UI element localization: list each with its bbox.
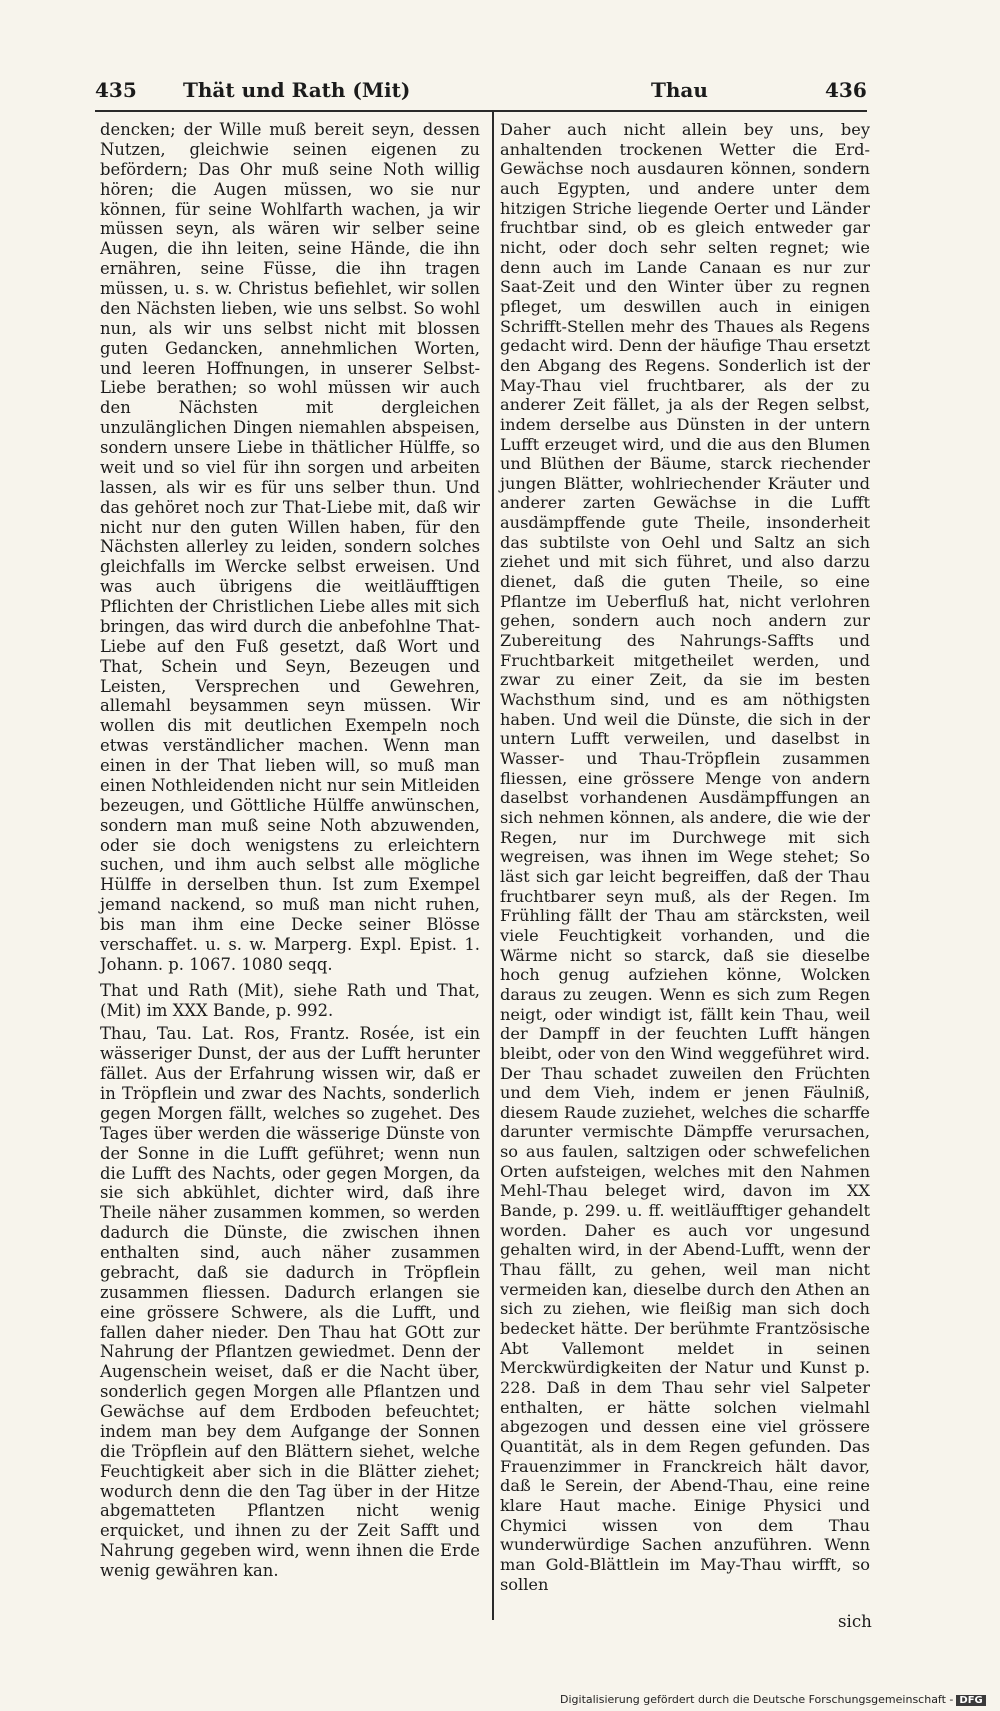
page-number-left: 435 [95,78,137,102]
entry-thau: Thau, Tau. Lat. Ros, Frantz. Rosée, ist ein wässeriger Dunst, der aus der Lufft herunter fället. Aus der Erfahrung wissen wir, daß er in Tröpflein und zwar des Nachts, sonderlich gegen Morgen fällt, welches so zugehet. Des Tages über werden die wässerige Dünste von der Sonne in die Lufft geführet; wenn nun die Lufft des Nachts, oder gegen Morgen, da sie sich abkühlet, dichter wird, daß ihre Theile näher zusammen kommen, so werden dadurch die Dünste, die zwischen ihnen enthalten sind, auch näher zusammen gebracht, daß sie dadurch in Tröpflein zusammen fliessen. Dadurch erlangen sie eine grössere Schwere, als die Lufft, und fallen daher nieder. Den Thau hat GOtt zur Nahrung der Pflantzen gewiedmet. Denn der Augenschein weiset, daß er die Nacht über, sonderlich gegen Morgen alle Pflantzen und Gewächse auf dem Erdboden befeuchtet; indem man bey dem Aufgange der Sonnen die Tröpflein auf den Blättern siehet, welche Feuchtigkeit aber sich in die Blätter ziehet; wodurch denn die den Tag über in der Hitze abgematteten Pflantzen nicht wenig erquicket, und ihnen zu der Zeit Safft und Nahrung gegeben wird, wenn ihnen die Erde wenig gewähren kan. [100,1024,480,1580]
paragraph-continuation: dencken; der Wille muß bereit seyn, dessen Nutzen, gleichwie seinen eigenen zu befördern; Das Ohr muß seine Noth willig hören; die Augen müssen, wo sie nur können, für seine Wohlfarth wachen, ja wir müssen seyn, als wären wir selber seine Augen, die ihn leiten, seine Hände, die ihn ernähren, seine Füsse, die ihn tragen müssen, u. s. w. Christus befiehlet, wir sollen den Nächsten lieben, wie uns selbst. So wohl nun, als wir uns selbst nicht mit blossen guten Gedancken, annehmlichen Worten, und leeren Hoffnungen, in unserer Selbst-Liebe berathen; so wohl müssen wir auch den Nächsten mit dergleichen unzulänglichen Dingen niemahlen abspeisen, sondern unsere Liebe in thätlicher Hülffe, so weit und so viel für ihn sorgen und arbeiten lassen, als wir es für uns selber thun. Und das gehöret noch zur That-Liebe mit, daß wir nicht nur den guten Willen haben, für den Nächsten allerley zu leiden, sondern solches gleichfalls im Wercke selbst erweisen. Und was auch übrigens die weitläufftigen Pflichten der Christlichen Liebe alles mit sich bringen, das wird durch die anbefohlne That-Liebe auf den Fuß gesetzt, daß Wort und That, Schein und Seyn, Bezeugen und Leisten, Versprechen und Gewehren, allemahl beysammen seyn müssen. Wir wollen dis mit deutlichen Exempeln noch etwas verständlicher machen. Wenn man einen in der That lieben will, so muß man einen Nothleidenden nicht nur sein Mitleiden bezeugen, und Göttliche Hülffe anwünschen, sondern man muß seine Noth abzuwenden, oder sie doch wenigstens zu erleichtern suchen, und ihm auch selbst alle mögliche Hülffe in derselben thun. Ist zum Exempel jemand nackend, so muß man nicht ruhen, bis man ihm eine Decke seiner Blösse verschaffet. u. s. w. Marperg. Expl. Epist. 1. Johann. p. 1067. 1080 seqq. [100,120,480,974]
header-rule [95,110,867,112]
running-title-left: Thät und Rath (Mit) [183,78,411,102]
catchword: sich [838,1612,872,1631]
left-column [100,120,480,1581]
column-separator [492,112,494,1620]
running-header [95,78,865,108]
digitization-footer [560,1693,995,1709]
page-number-right: 436 [825,78,867,102]
dfg-logo: DFG [956,1695,985,1706]
right-column [500,120,870,1594]
footer-text: Digitalisierung gefördert durch die Deutsche Forschungsgemeinschaft - [560,1693,954,1706]
running-title-right: Thau [651,78,708,102]
entry-that-und-rath: That und Rath (Mit), siehe Rath und That, (Mit) im XXX Bande, p. 992. [100,980,480,1020]
paragraph-thau-continued: Daher auch nicht allein bey uns, bey anhaltenden trockenen Wetter die Erd-Gewächse noch ausdauren können, sondern auch Egypten, und andere unter dem hitzigen Striche liegende Oerter und Länder fruchtbar sind, ob es gleich entweder gar nicht, oder doch sehr selten regnet; wie denn auch im Lande Canaan es nur zur Saat-Zeit und den Winter über zu regnen pfleget, um deswillen auch in einigen Schrifft-Stellen mehr des Thaues als Regens gedacht wird. Denn der häufige Thau ersetzt den Abgang des Regens. Sonderlich ist der May-Thau viel fruchtbarer, als der zu anderer Zeit fället, ja als der Regen selbst, indem derselbe aus Dünsten in der untern Lufft erzeuget wird, und die aus den Blumen und Blüthen der Bäume, starck riechender jungen Blätter, wohlriechender Kräuter und anderer zarten Gewächse in die Lufft ausdämpffende gute Theile, insonderheit das subtilste von Oehl und Saltz an sich ziehet und mit sich führet, und also darzu dienet, daß die guten Theile, so eine Pflantze im Ueberfluß hat, nicht verlohren gehen, sondern auch noch andern zur Zubereitung des Nahrungs-Saffts und Fruchtbarkeit mitgetheilet werden, und zwar zu einer Zeit, da sie im besten Wachsthum sind, und es am nöthigsten haben. Und weil die Dünste, die sich in der untern Lufft verweilen, und daselbst in Wasser- und Thau-Tröpflein zusammen fliessen, eine grössere Menge von andern daselbst vorhandenen Ausdämpffungen an sich nehmen können, als andere, die wie der Regen, nur im Durchwege mit sich wegreisen, was ihnen im Wege stehet; So läst sich gar leicht begreiffen, daß der Thau fruchtbarer seyn muß, als der Regen. Im Frühling fällt der Thau am stärcksten, weil viele Feuchtigkeit vorhanden, und die Wärme nicht so starck, daß sie dieselbe hoch genug aufziehen könne, Wolcken daraus zu zeugen. Wenn es sich zum Regen neigt, oder windigt ist, fällt kein Thau, weil der Dampff in der feuchten Lufft hängen bleibt, oder von den Wind weggeführet wird. Der Thau schadet zuweilen den Früchten und dem Vieh, indem er jenen Fäulniß, diesem Raude zuziehet, welches die scharffe darunter vermischte Dämpffe verursachen, so aus faulen, saltzigen oder schwefelichen Orten aufsteigen, welches mit den Nahmen Mehl-Thau beleget wird, davon im XX Bande, p. 299. u. ff. weitläufftiger gehandelt worden. Daher es auch vor ungesund gehalten wird, in der Abend-Lufft, wenn der Thau fällt, zu gehen, weil man nicht vermeiden kan, dieselbe durch den Athen an sich zu ziehen, wie fleißig man sich doch bedecket hätte. Der berühmte Frantzösische Abt Vallemont meldet in seinen Merckwürdigkeiten der Natur und Kunst p. 228. Daß in dem Thau sehr viel Salpeter enthalten, er hätte solchen vielmahl abgezogen und dessen eine viel grössere Quantität, als in dem Regen gefunden. Das Frauenzimmer in Franckreich hält davor, daß le Serein, der Abend-Thau, eine reine klare Haut mache. Einige Physici und Chymici wissen von dem Thau wunderwürdige Sachen anzuführen. Wenn man Gold-Blättlein im May-Thau wirfft, so sollen [500,120,870,1594]
